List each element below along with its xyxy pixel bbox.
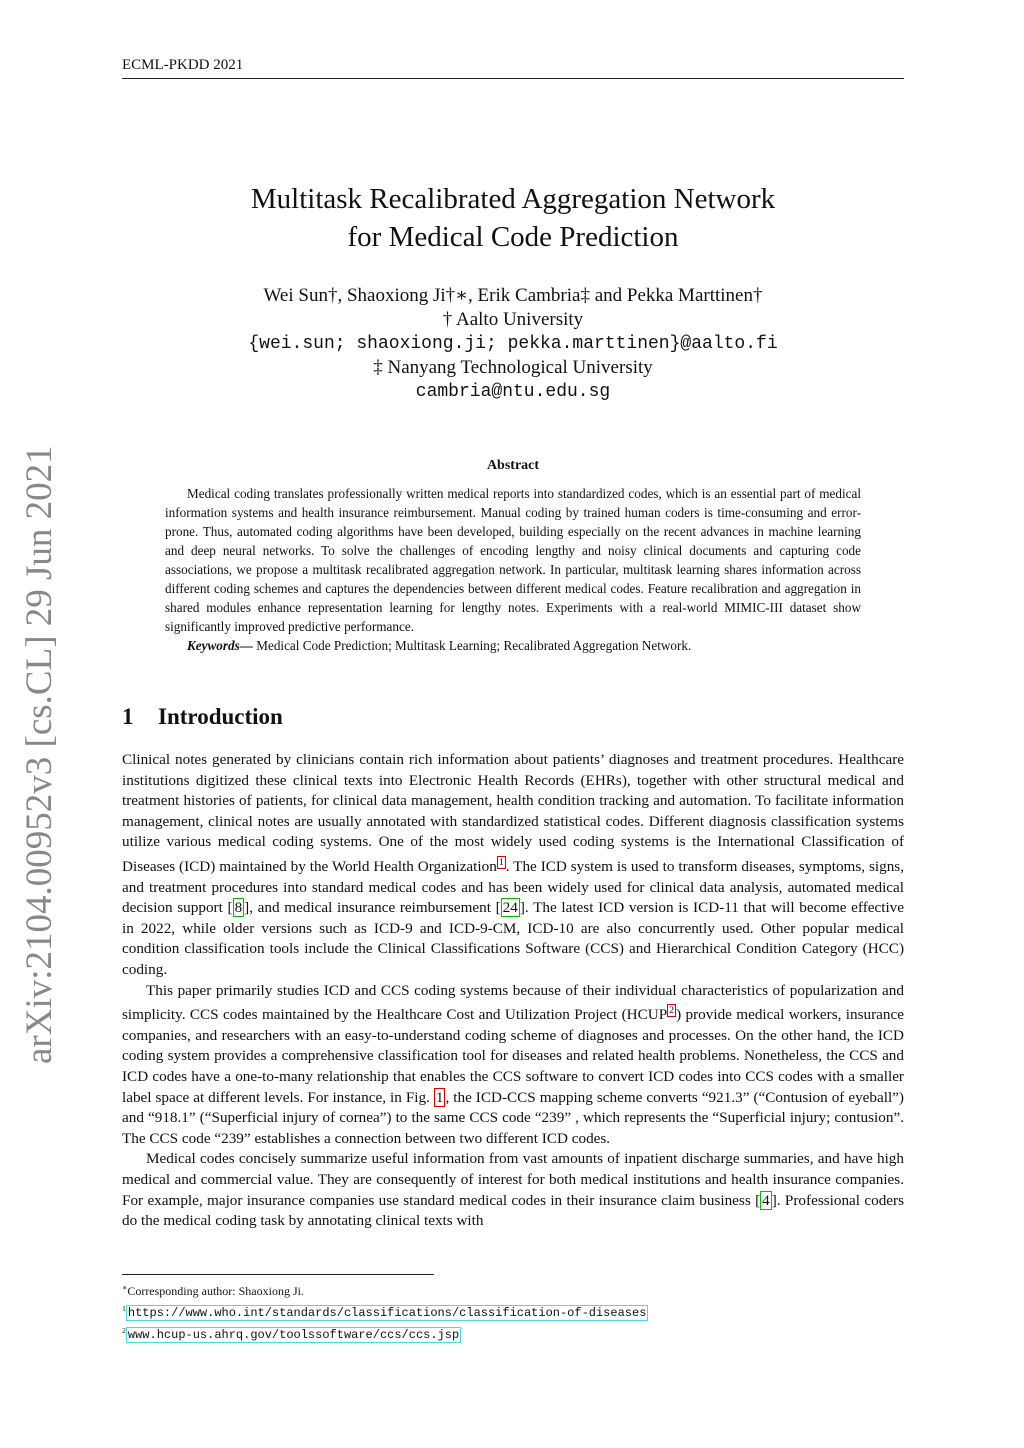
figure-link-1[interactable]: 1 — [435, 1088, 444, 1106]
arxiv-sidebar-stamp: arXiv:2104.00952v3 [cs.CL] 29 Jun 2021 — [19, 445, 60, 1064]
paragraph-1 — [122, 750, 904, 981]
p2-text-a: This paper primarily studies ICD and CCS coding systems because of their individual characteristics of popularization and simplicity. CCS codes maintained by the Healthcare Cost and Utilization Project (HCUP — [122, 981, 904, 1024]
footnote-1 — [122, 1300, 904, 1322]
hcup-url-link[interactable]: www.hcup-us.ahrq.gov/toolssoftware/ccs/ccs.jsp — [127, 1328, 460, 1342]
paragraph-3 — [122, 1149, 904, 1231]
affiliation-ntu: ‡ Nanyang Technological University — [373, 357, 653, 378]
section-number: 1 — [122, 704, 134, 729]
author-block — [122, 284, 904, 404]
p1-text-b: . The ICD system is used to transform diseases, symptoms, signs, and treatment procedures into standard medical codes and has been widely used for clinical data analysis, automated medical decision support [ — [122, 858, 904, 917]
p1-text-a: Clinical notes generated by clinicians contain rich information about patients’ diagnoses and treatment procedures. Healthcare institutions digitized these clinical texts into Electronic Health Records (EHRs), together with other structural medical and treatment histories of patients, for clinical data management, health condition tracking and automation. To facilitate information management, clinical notes are usually annotated with standardized statistical codes. Different diagnosis classification systems utilize various medical coding systems. One of the most widely used coding systems is the International Classification of Diseases (ICD) maintained by the World Health Organization — [122, 751, 904, 876]
citation-link-8[interactable]: 8 — [234, 899, 243, 917]
p2-text-b: ) provide medical workers, insurance companies, and researchers with an easy-to-understand coding scheme of diagnoses and processes. On the other hand, the ICD coding system provides a comprehensive classification tool for diseases and related health problems. Nonetheless, the CCS and ICD codes have a one-to-many relationship that enables the CCS software to convert ICD codes into CCS codes with a smaller label space at different levels. For instance, in Fig. — [122, 1006, 904, 1106]
footnote-link-2[interactable]: 2 — [669, 1005, 675, 1017]
footnote-rule — [122, 1274, 434, 1275]
footnote-1-mark: 1 — [122, 1304, 126, 1313]
title-block — [122, 180, 904, 404]
who-url-link[interactable]: https://www.who.int/standards/classifications/classification-of-diseases — [127, 1306, 647, 1320]
footnote-star-text: Corresponding author: Shaoxiong Ji. — [127, 1284, 304, 1298]
emails-aalto: {wei.sun; shaoxiong.ji; pekka.marttinen}@aalto.fi — [248, 334, 778, 354]
footnote-2-mark: 2 — [122, 1326, 126, 1335]
p2-text-c: , the ICD-CCS mapping scheme converts “921.3” (“Contusion of eyeball”) and “918.1” (“Superficial injury of cornea”) to the same CCS code “239” , which represents the “Superficial injury; contusion”. The CCS code “239” establishes a connection between two different ICD codes. — [122, 1088, 904, 1147]
author-names: Wei Sun†, Shaoxiong Ji†∗, Erik Cambria‡ and Pekka Marttinen† — [263, 285, 763, 306]
introduction-body — [122, 750, 904, 1232]
keywords-line — [165, 636, 861, 655]
abstract — [165, 458, 861, 655]
p3-text-a: Medical codes concisely summarize useful information from vast amounts of inpatient discharge summaries, and have high medical and commercial value. They are consequently of interest for both medical institutions and health insurance companies. For example, major insurance companies use standard medical codes in their insurance claim business [ — [122, 1150, 904, 1209]
abstract-text: Medical coding translates professionally written medical reports into standardized codes, which is an essential part of medical information systems and health insurance reimbursement. Manual coding by trained human coders is time-consuming and error-prone. Thus, automated coding algorithms have been developed, building especially on the recent advances in machine learning and deep neural networks. To solve the challenges of encoding lengthy and noisy clinical documents and capturing code associations, we propose a multitask recalibrated aggregation network. In particular, multitask learning shares information across different coding schemes and captures the dependencies between different medical codes. Feature recalibration and aggregation in shared modules enhance representation learning for lengthy notes. Experiments with a real-world MIMIC-III dataset show significantly improved predictive performance. — [165, 486, 861, 634]
citation-link-24[interactable]: 24 — [502, 899, 518, 917]
p3-text-b: ]. Professional coders do the medical coding task by annotating clinical texts with — [122, 1191, 904, 1230]
p1-text-d: ]. The latest ICD version is ICD-11 that will become effective in 2022, while older versions such as ICD-9 and ICD-9-CM, ICD-10 are also concurrently used. Other popular medical condition classification tools include the Clinical Classifications Software (CCS) and Hierarchical Condition Category (HCC) coding. — [122, 899, 905, 978]
paper-title — [122, 180, 904, 256]
running-header: ECML-PKDD 2021 — [122, 57, 904, 79]
keywords-text: Medical Code Prediction; Multitask Learning; Recalibrated Aggregation Network. — [252, 638, 692, 653]
citation-link-4[interactable]: 4 — [762, 1191, 770, 1209]
footnotes — [122, 1274, 904, 1344]
title-line-1: Multitask Recalibrated Aggregation Network — [250, 183, 776, 215]
title-line-2: for Medical Code Prediction — [347, 221, 679, 253]
footnote-corresponding — [122, 1279, 904, 1300]
keywords-label: Keywords— — [187, 638, 253, 653]
p1-text-c: ], and medical insurance reimbursement [ — [244, 899, 501, 917]
abstract-heading: Abstract — [486, 458, 540, 473]
paragraph-2 — [122, 981, 904, 1150]
email-ntu: cambria@ntu.edu.sg — [415, 382, 611, 402]
footnote-2 — [122, 1322, 904, 1344]
section-heading-introduction — [122, 704, 283, 730]
footnote-star-mark: ∗ — [122, 1283, 128, 1292]
section-title: Introduction — [158, 704, 283, 729]
affiliation-aalto: † Aalto University — [442, 309, 584, 330]
footnote-link-1[interactable]: 1 — [498, 856, 504, 868]
